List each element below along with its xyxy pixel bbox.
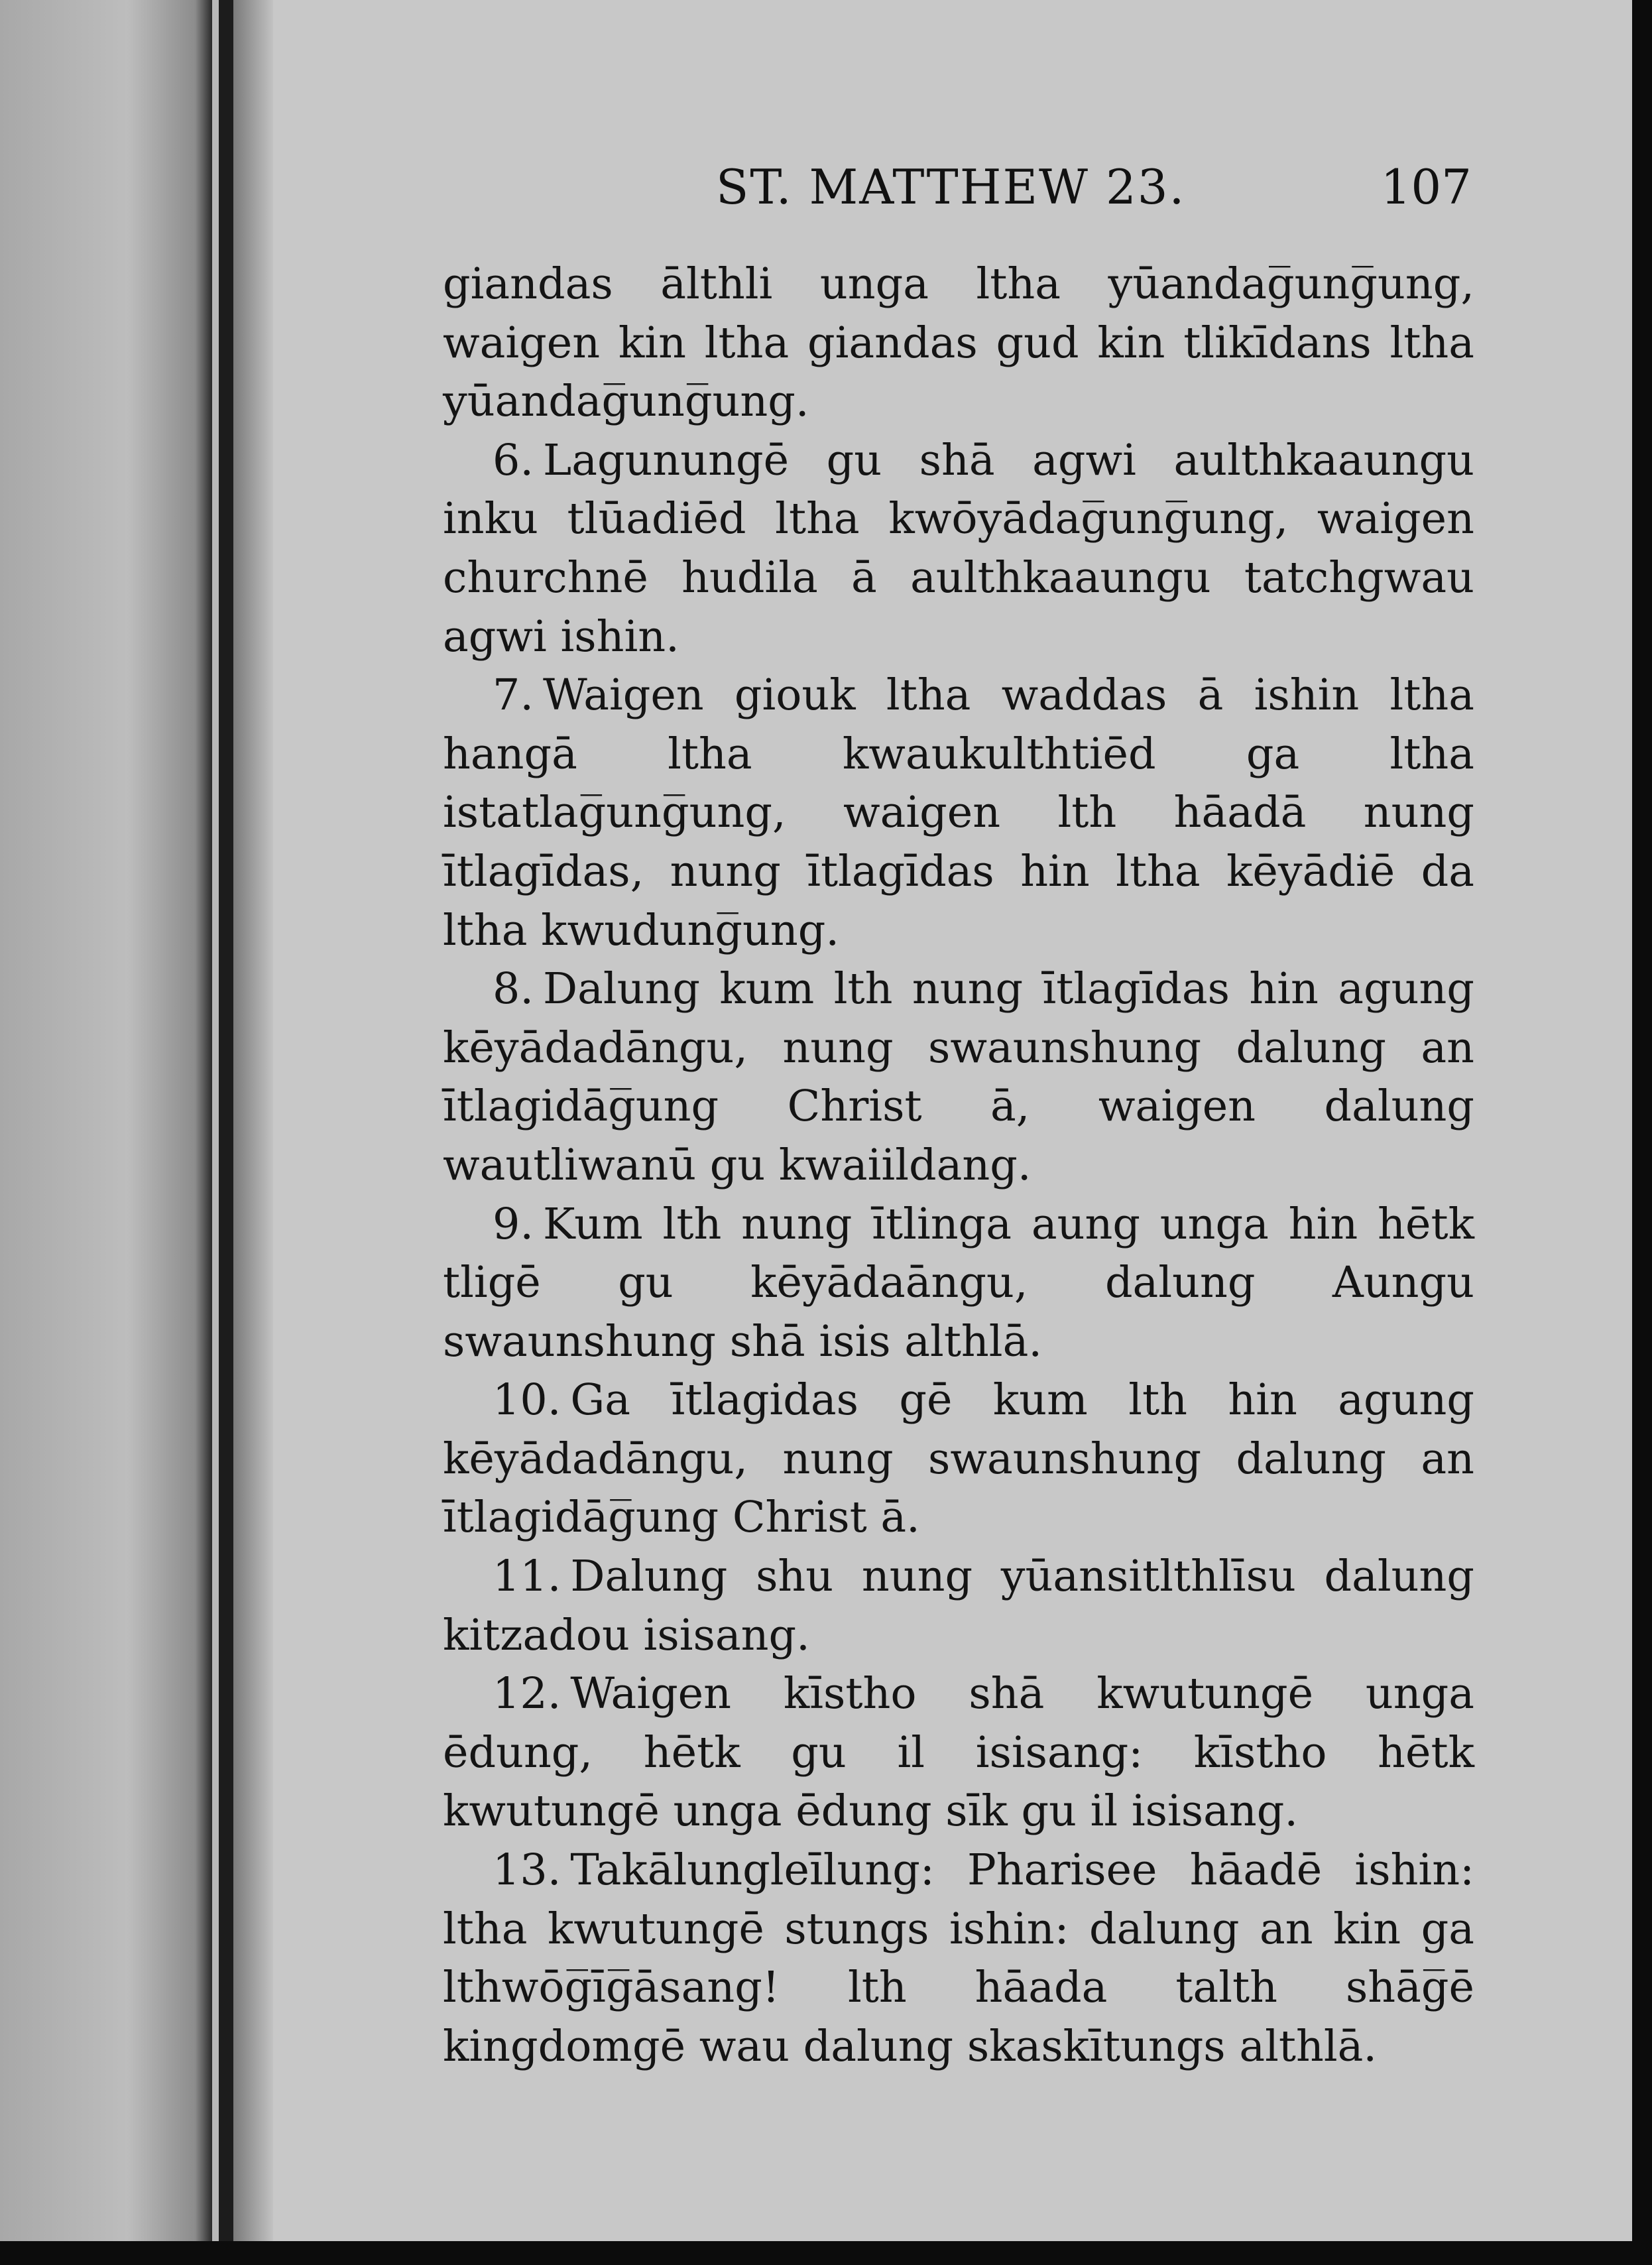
paragraph-continuation [443,255,1474,432]
verse-number: 10. [493,1375,561,1426]
verse-number: 6. [493,435,534,485]
verse-paragraph [443,1665,1474,1841]
verse-text: Takālungleīlung: Pharisee hāadē ishin: ltha kwutungē stungs ishin: dalung an kin ga lthwōg̅īg̅āsang! lth hāada talth shāg̅ē kingdomgē wau dalung skaskītungs althlā. [443,1845,1474,2071]
verse-text: Dalung shu nung yūansitlthlīsu dalung kitzadou isisang. [443,1552,1474,1660]
running-title: ST. MATTHEW 23. [716,159,1186,215]
verse-number: 11. [493,1552,561,1602]
verse-text: Kum lth nung ītlinga aung unga hin hētk tligē gu kēyādaāngu, dalung Aungu swaunshung shā isis althlā. [443,1199,1474,1367]
verse-paragraph [443,1195,1474,1372]
verse-text: Waigen kīstho shā kwutungē unga ēdung, hētk gu il isisang: kīstho hētk kwutungē unga ēdung sīk gu il isisang. [443,1669,1474,1837]
verse-number: 9. [493,1199,534,1249]
scan-right-border [1632,0,1652,2265]
facing-page-edge [0,0,212,2265]
verse-number: 13. [493,1845,561,1896]
verse-text: Lagunungē gu shā agwi aulthkaaungu inku tlūadiēd ltha kwōyādag̅ung̅ung, waigen churchnē hudila ā aulthkaaungu tatchgwau agwi ishin. [443,435,1474,662]
verse-paragraph [443,666,1474,960]
verse-paragraph [443,1371,1474,1548]
gutter-shadow [233,0,273,2265]
verse-number: 7. [493,670,534,721]
binding-gutter [219,0,233,2265]
verse-paragraph [443,960,1474,1195]
paragraph-text: giandas ālthli unga ltha yūandag̅ung̅ung, waigen kin ltha giandas gud kin tlikīdans ltha yūandag̅ung̅ung. [443,259,1474,427]
verse-number: 12. [493,1669,561,1719]
verse-text: Waigen giouk ltha waddas ā ishin ltha hangā ltha kwaukulthtiēd ga ltha istatlag̅ung̅ung, waigen lth hāadā nung ītlagīdas, nung ītlagīdas hin ltha kēyādiē da ltha kwudung̅ung. [443,670,1474,955]
verse-text: Dalung kum lth nung ītlagīdas hin agung kēyādadāngu, nung swaunshung dalung an ītlagidāg̅ung Christ ā, waigen dalung wautliwanū gu kwaiildang. [443,964,1474,1190]
verse-text: Ga ītlagidas gē kum lth hin agung kēyādadāngu, nung swaunshung dalung an ītlagidāg̅ung Christ ā. [443,1375,1474,1543]
scan-bottom-border [0,2241,1652,2265]
verse-paragraph [443,1841,1474,2076]
verse-paragraph [443,1548,1474,1665]
running-header [716,159,1472,232]
verse-paragraph [443,432,1474,666]
body-text [443,255,1474,2076]
page-number: 107 [1380,159,1472,215]
verse-number: 8. [493,964,534,1014]
